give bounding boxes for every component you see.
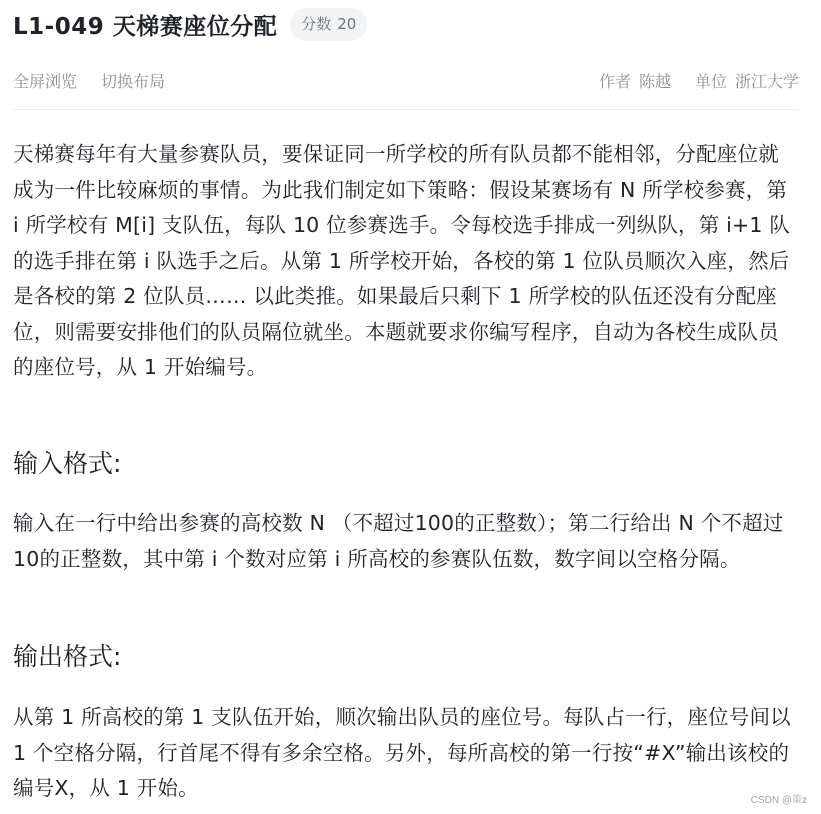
score-badge xyxy=(290,8,367,41)
author-label: 作者 xyxy=(598,71,631,91)
input-format-text: 输入在一行中给出参赛的高校数 N （不超过100的正整数）；第二行给出 N 个不超过10的正整数，其中第 i 个数对应第 i 所高校的参赛队伍数，数字间以空格分隔。 xyxy=(13,511,784,571)
output-format-heading: 输出格式: xyxy=(13,642,122,671)
header-divider xyxy=(13,109,799,110)
title-row xyxy=(13,5,367,43)
author-info xyxy=(599,69,671,92)
csdn-watermark: CSDN @策z xyxy=(750,795,807,806)
problem-info xyxy=(599,69,799,92)
input-format-heading: 输入格式: xyxy=(13,449,122,478)
unit-info xyxy=(695,69,799,92)
fullscreen-button[interactable]: 全屏浏览 xyxy=(13,71,78,91)
score-value: 20 xyxy=(337,14,357,33)
author-value: 陈越 xyxy=(638,71,671,91)
meta-row xyxy=(13,66,799,94)
unit-label: 单位 xyxy=(694,71,727,91)
view-actions xyxy=(13,69,165,92)
unit-value: 浙江大学 xyxy=(734,71,799,91)
output-format-text: 从第 1 所高校的第 1 支队伍开始，顺次输出队员的座位号。每队占一行，座位号间以 1 个空格分隔，行首尾不得有多余空格。另外，每所高校的第一行按“#X”输出该校的编号X，从 1 开始。 xyxy=(13,705,791,800)
score-label: 分数 xyxy=(301,14,332,33)
problem-title: L1-049 天梯赛座位分配 xyxy=(13,13,278,40)
problem-description: 天梯赛每年有大量参赛队员，要保证同一所学校的所有队员都不能相邻，分配座位就成为一件比较麻烦的事情。为此我们制定如下策略：假设某赛场有 N 所学校参赛，第 i 所学校有 M[i] 支队伍，每队 10 位参赛选手。令每校选手排成一列纵队，第 i+1 队的选手排在第 i 队选手之后。从第 1 所学校开始，各校的第 1 位队员顺次入座，然后是各校的第 2 位队员…… 以此类推。如果最后只剩下 1 所学校的队伍还没有分配座位，则需要安排他们的队员隔位就坐。本题就要求你编写程序，自动为各校生成队员的座位号，从 1 开始编号。 xyxy=(13,142,791,379)
switch-layout-button[interactable]: 切换布局 xyxy=(101,71,166,91)
